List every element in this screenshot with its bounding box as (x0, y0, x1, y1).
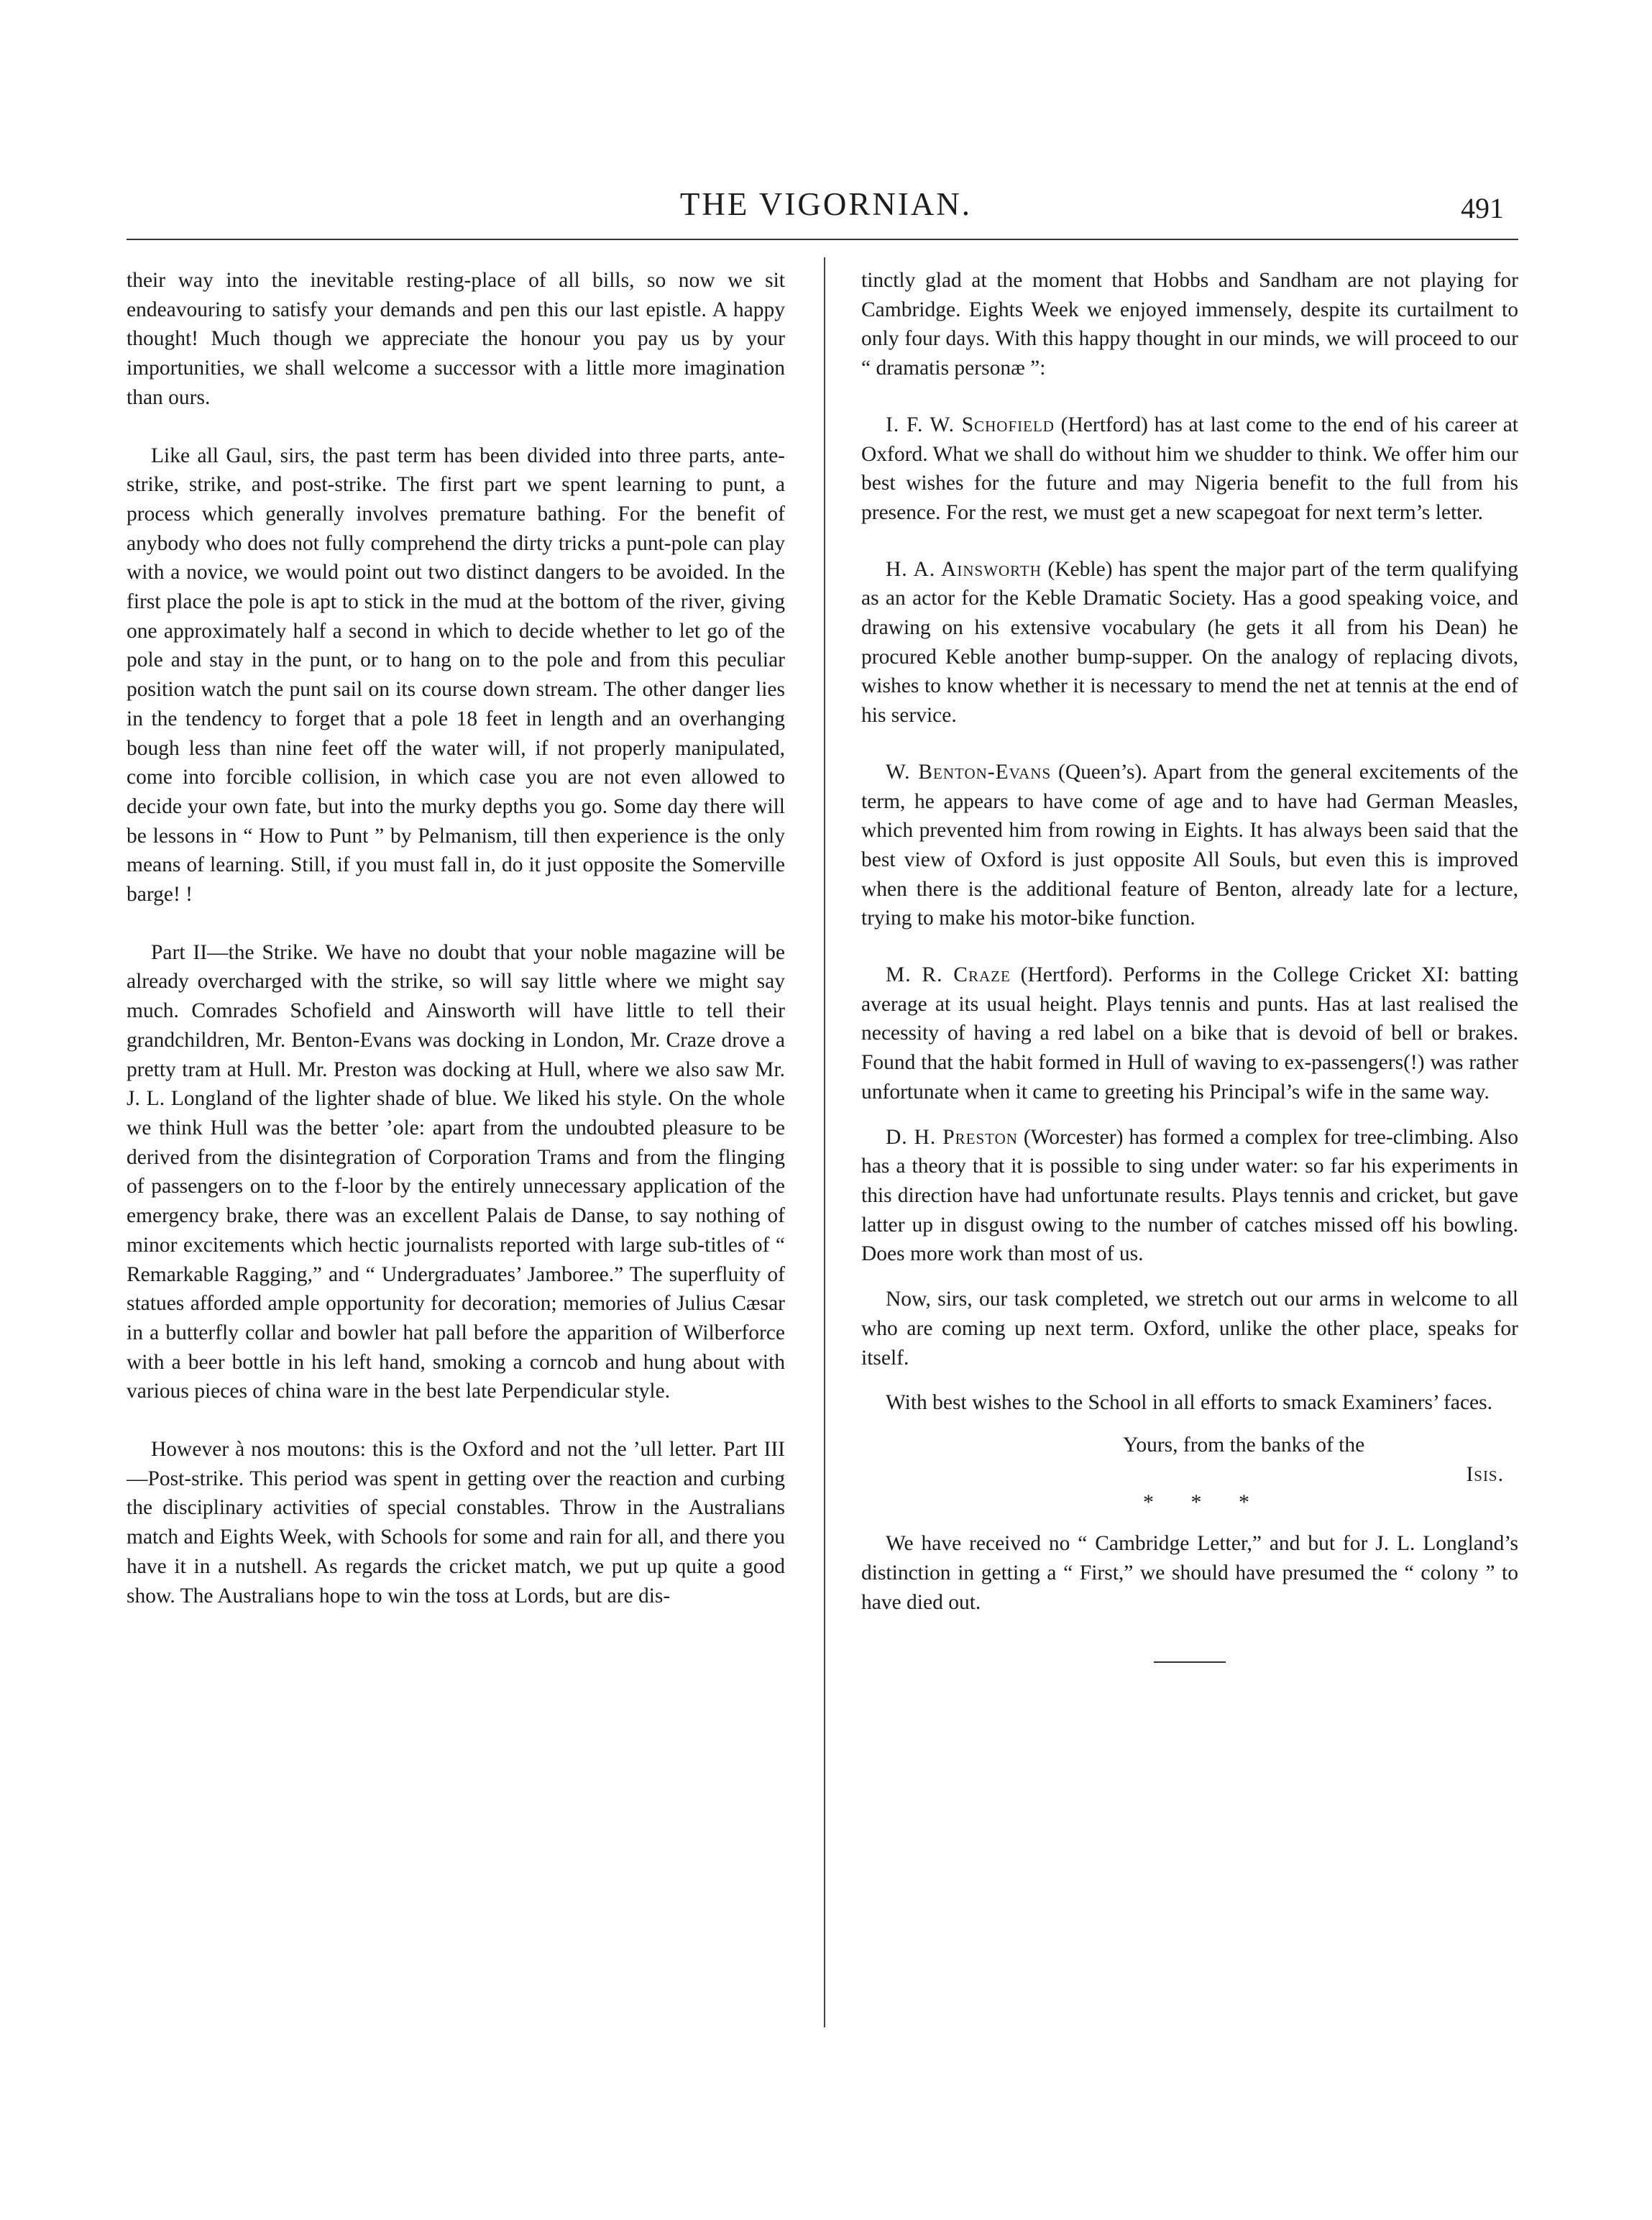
person-entry-preston (861, 1123, 1518, 1270)
page-number: 491 (1461, 192, 1504, 224)
person-description: (Hertford). Performs in the College Cricket XI: batting average at its usual height. Plays tennis and punts. Has at last realised the necessity of having a red label on a bike that is devoid of bell or brakes. Found that the habit formed in Hull of waving to ex-passengers(!) was rather unfortunate when it came to greeting his Principal’s wife in the same way. (861, 963, 1519, 1104)
person-entry-benton-evans (861, 758, 1518, 933)
section-asterisks: * * * (1143, 1490, 1265, 1515)
person-name: I. F. W. Schofield (886, 413, 1055, 436)
left-paragraph-1: their way into the inevitable resting-place of all bills, so now we sit endeavouring to satisfy your demands and pen this our last epistle. A happy thought! Much though we appreciate the honour you pay us by your importunities, we shall welcome a successor with a little more imagination than ours. (127, 269, 785, 409)
sign-off-signature: Isis. (1466, 1462, 1504, 1486)
person-entry-ainsworth (861, 555, 1518, 730)
header-rule (127, 239, 1518, 240)
sign-off-line: Yours, from the banks of the (1123, 1433, 1365, 1457)
person-name: H. A. Ainsworth (886, 557, 1042, 581)
person-name: M. R. Craze (886, 963, 1011, 987)
person-name: W. Benton-Evans (886, 760, 1052, 784)
person-description: (Queen’s). Apart from the general excitements of the term, he appears to have come of age and to have had German Measles, which prevented him from rowing in Eights. It has always been said that the best view of Oxford is just opposite All Souls, but even this is improved when there is the additional feature of Benton, already late for a lecture, trying to make his motor-bike function. (861, 760, 1518, 930)
right-paragraph-closing: Now, sirs, our task completed, we stretch out our arms in welcome to all who are coming up next term. Oxford, unlike the other place, speaks for itself. (861, 1288, 1518, 1370)
person-entry-craze (861, 960, 1518, 1107)
right-paragraph-cambridge-note: We have received no “ Cambridge Letter,” and but for J. L. Longland’s distinction in getting a “ First,” we should have presumed the “ colony ” to have died out. (861, 1532, 1518, 1614)
running-title: THE VIGORNIAN. (679, 186, 973, 222)
person-entry-schofield (861, 410, 1518, 528)
person-description: (Hertford) has at last come to the end of his career at Oxford. What we shall do without him we shudder to think. We offer him our best wishes for the future and may Nigeria benefit to the full from his presence. For the rest, we must get a new scapegoat for next term’s letter. (861, 413, 1518, 524)
person-name: D. H. Preston (886, 1125, 1018, 1149)
left-paragraph-2: Like all Gaul, sirs, the past term has been divided into three parts, ante-strike, strike, and post-strike. The first part we spent learning to punt, a process which generally involves premature bathing. For the benefit of anybody who does not fully comprehend the dirty tricks a punt-pole can play with a novice, we would point out two distinct dangers to be avoided. In the first place the pole is apt to stick in the mud at the bottom of the river, giving one approximately half a second in which to decide whether to let go of the pole and stay in the punt, or to hang on to the pole and from this peculiar position watch the punt sail on its course down stream. The other danger lies in the tendency to forget that a pole 18 feet in length and an overhanging bough less than nine feet off the water will, if not properly manipulated, come into forcible collision, in which case you are not even allowed to decide your own fate, but into the murky depths you go. Some day there will be lessons in “ How to Punt ” by Pelmanism, till then experience is the only means of learning. Still, if you must fall in, do it just opposite the Somerville barge! ! (127, 444, 785, 907)
end-rule (1154, 1661, 1226, 1663)
person-description: (Worcester) has formed a complex for tree-climbing. Also has a theory that it is possible to sing under water: so far his experiments in this direction have had unfortunate results. Plays tennis and cricket, but gave latter up in disgust owing to the number of catches missed off his bowling. Does more work than most of us. (861, 1125, 1519, 1266)
column-divider (824, 257, 825, 2027)
left-paragraph-3: Part II—the Strike. We have no doubt that your noble magazine will be already overcharged with the strike, so will say little where we might say much. Comrades Schofield and Ainsworth will have little to tell their grandchildren, Mr. Benton-Evans was docking in London, Mr. Craze drove a pretty tram at Hull. Mr. Preston was docking at Hull, where we also saw Mr. J. L. Longland of the lighter shade of blue. We liked his style. On the whole we think Hull was the better ’ole: apart from the undoubted pleasure to be derived from the disintegration of Corporation Trams and from the flinging of passengers on to the f-loor by the entirely unnecessary application of the emergency brake, there was an excellent Palais de Danse, to say nothing of minor excitements which hectic journalists reported with large sub-titles of “ Remarkable Ragging,” and “ Undergraduates’ Jamboree.” The superfluity of statues afforded ample opportunity for decoration; memories of Julius Cæsar in a butterfly collar and bowler hat pall before the apparition of Wilberforce with a beer bottle in his left hand, smoking a corncob and hung about with various pieces of china ware in the best late Perpendicular style. (127, 940, 785, 1403)
person-description: (Keble) has spent the major part of the term qualifying as an actor for the Keble Dramatic Society. Has a good speaking voice, and drawing on his extensive vocabulary (he gets it all from his Dean) he procured Keble another bump-supper. On the analogy of replacing divots, wishes to know whether it is necessary to mend the net at tennis at the end of his service. (861, 557, 1518, 728)
right-column (861, 266, 1518, 1663)
right-paragraph-1: tinctly glad at the moment that Hobbs and Sandham are not playing for Cambridge. Eights Week we enjoyed immensely, despite its curtailment to only four days. With this happy thought in our minds, we will proceed to our “ dramatis personæ ”: (861, 269, 1518, 380)
left-paragraph-4: However à nos moutons: this is the Oxford and not the ’ull letter. Part III—Post-strike. This period was spent in getting over the reaction and curbing the disciplinary activities of special constables. Throw in the Australians match and Eights Week, with Schools for some and rain for all, and there you have it in a nutshell. As regards the cricket match, we put up quite a good show. The Australians hope to win the toss at Lords, but are dis- (127, 1438, 785, 1607)
left-column (127, 266, 785, 1610)
right-paragraph-wishes: With best wishes to the School in all efforts to smack Examiners’ faces. (886, 1391, 1493, 1415)
